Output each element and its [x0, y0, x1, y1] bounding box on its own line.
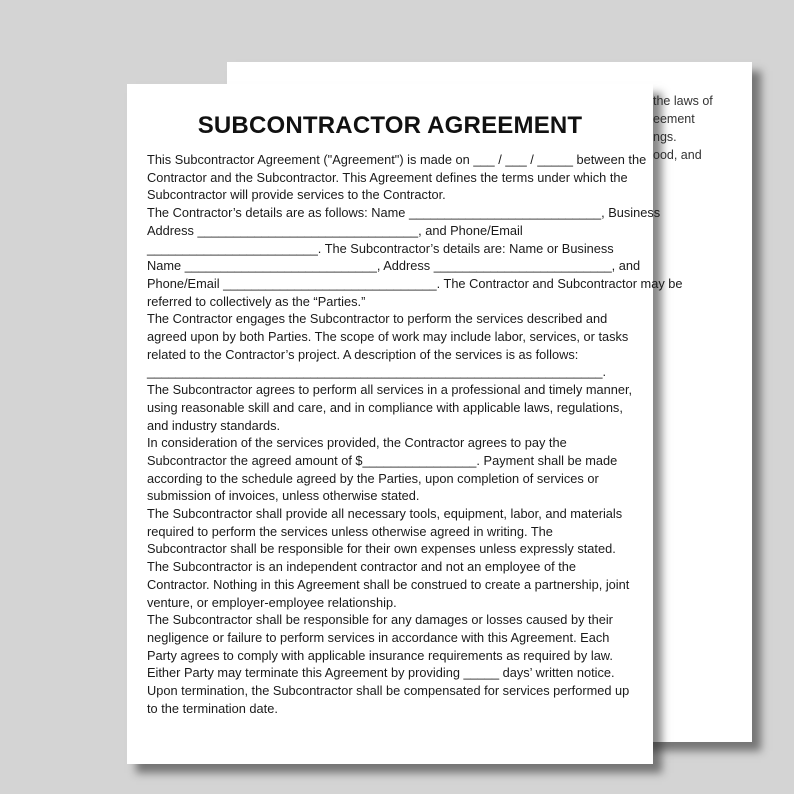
body-line: Upon termination, the Subcontractor shall be compensated for services performed up [147, 683, 630, 699]
body-line: The Subcontractor shall be responsible for any damages or losses caused by their [147, 612, 613, 628]
body-line: related to the Contractor’s project. A description of the services is as follows: [147, 346, 579, 362]
body-line: Subcontractor will provide services to the Contractor. [147, 187, 446, 203]
body-line: using reasonable skill and care, and in compliance with applicable laws, regulations, [147, 399, 623, 415]
body-line: Party agrees to comply with applicable insurance requirements as required by law. [147, 647, 613, 663]
body-line: submission of invoices, unless otherwise stated. [147, 488, 420, 504]
body-line: Either Party may terminate this Agreement by providing _____ days’ written notice. [147, 665, 615, 681]
body-line: Contractor and the Subcontractor. This Agreement defines the terms under which the [147, 169, 628, 185]
body-line: The Contractor engages the Subcontractor to perform the services described and [147, 311, 608, 327]
body-line: The Subcontractor shall provide all necessary tools, equipment, labor, and materials [147, 506, 623, 522]
body-line: This Subcontractor Agreement ("Agreement") is made on ___ / ___ / _____ between the [147, 152, 647, 167]
body-line: and industry standards. [147, 417, 281, 433]
body-line: Name ___________________________, Address _________________________, and [147, 258, 641, 274]
back-page-line: the laws of [653, 94, 713, 108]
back-page-line: ngs. [653, 130, 677, 144]
body-line: In consideration of the services provided, the Contractor agrees to pay the [147, 435, 567, 451]
body-line: Phone/Email ______________________________. The Contractor and Subcontractor may be [147, 275, 683, 291]
document-title: SUBCONTRACTOR AGREEMENT [197, 112, 583, 139]
body-line: ________________________. The Subcontractor’s details are: Name or Business [147, 240, 614, 256]
back-page-line: ood, and [653, 148, 702, 162]
document-body [147, 151, 683, 718]
body-line: negligence or failure to perform services in accordance with this Agreement. Each [147, 629, 610, 645]
body-line: referred to collectively as the “Parties.” [147, 293, 366, 309]
back-page-line: eement [653, 112, 695, 126]
body-line: The Contractor’s details are as follows: Name ___________________________, Business [147, 205, 661, 221]
back-page-text [653, 92, 763, 164]
body-line: Subcontractor shall be responsible for their own expenses unless expressly stated. [147, 541, 616, 557]
body-line: Subcontractor the agreed amount of $________________. Payment shall be made [147, 452, 618, 468]
body-line: according to the schedule agreed by the Parties, upon completion of services or [147, 470, 599, 486]
body-line: to the termination date. [147, 700, 278, 716]
body-line: required to perform the services unless otherwise agreed in writing. The [147, 523, 553, 539]
body-line: ________________________________________________________________. [147, 364, 607, 380]
body-line: The Subcontractor agrees to perform all services in a professional and timely manner, [147, 382, 633, 398]
body-line: venture, or employer-employee relationship. [147, 594, 397, 610]
body-line: agreed upon by both Parties. The scope of work may include labor, services, or tasks [147, 329, 629, 345]
body-line: Contractor. Nothing in this Agreement shall be construed to create a partnership, joint [147, 576, 630, 592]
body-line: Address _______________________________, and Phone/Email [147, 222, 523, 238]
body-line: The Subcontractor is an independent contractor and not an employee of the [147, 559, 576, 575]
